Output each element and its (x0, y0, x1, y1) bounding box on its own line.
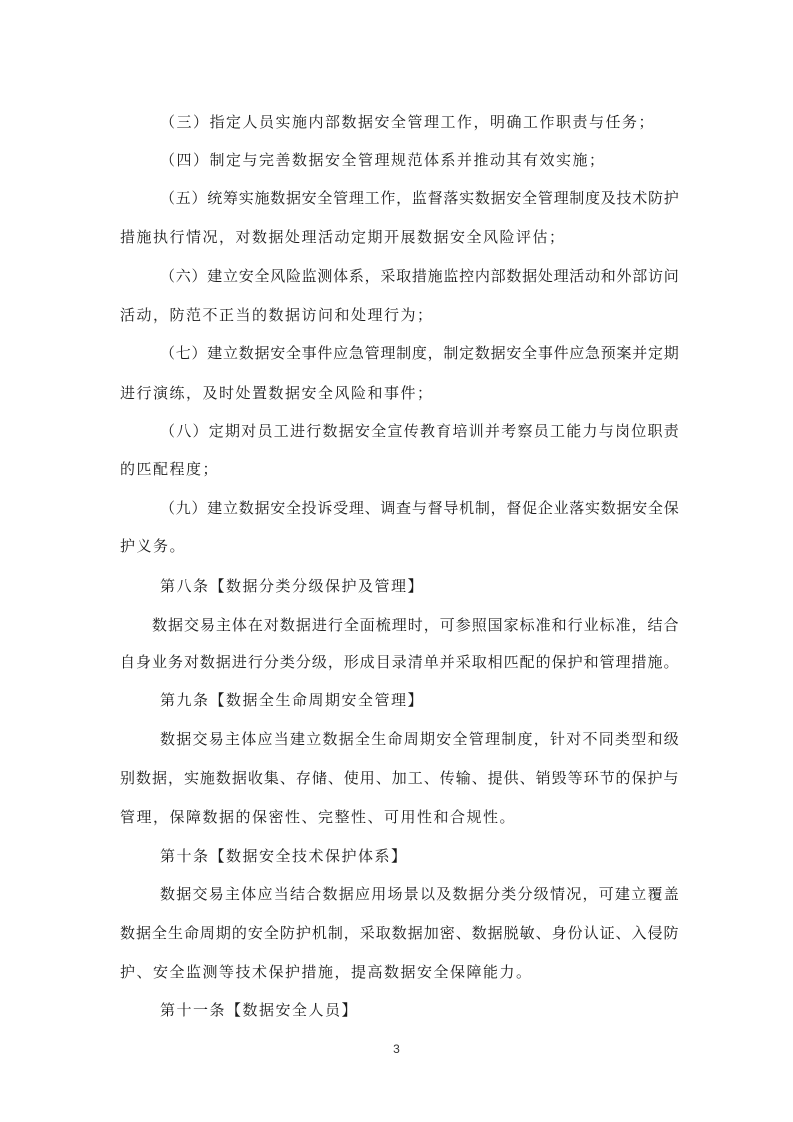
article-heading: 第九条【数据全生命周期安全管理】 (160, 691, 425, 709)
text-line: （五）统筹实施数据安全管理工作，监督落实数据安全管理制度及技术防护 (160, 189, 680, 207)
text-line: （九）建立数据安全投诉受理、调查与督导机制，督促企业落实数据安全保 (160, 499, 680, 517)
text-line: 护、安全监测等技术保护措施，提高数据安全保障能力。 (120, 963, 533, 981)
text-line: 数据全生命周期的安全防护机制，采取数据加密、数据脱敏、身份认证、入侵防 (120, 924, 680, 942)
text-line: （六）建立安全风险监测体系，采取措施监控内部数据处理活动和外部访问 (160, 267, 680, 285)
text-line: 数据交易主体在对数据进行全面梳理时，可参照国家标准和行业标准，结合 (152, 616, 680, 634)
text-line: （三）指定人员实施内部数据安全管理工作，明确工作职责与任务； (160, 113, 656, 131)
text-line: 措施执行情况，对数据处理活动定期开展数据安全风险评估； (120, 228, 566, 246)
text-line: （八）定期对员工进行数据安全宣传教育培训并考察员工能力与岗位职责 (160, 422, 681, 440)
text-line: （四）制定与完善数据安全管理规范体系并推动其有效实施； (160, 151, 606, 169)
article-heading: 第十一条【数据安全人员】 (160, 1001, 359, 1019)
text-line: 活动，防范不正当的数据访问和处理行为； (120, 306, 434, 324)
text-line: 数据交易主体应当结合数据应用场景以及数据分类分级情况，可建立覆盖 (160, 885, 681, 903)
text-line: 别数据，实施数据收集、存储、使用、加工、传输、提供、销毁等环节的保护与 (120, 769, 680, 787)
article-heading: 第十条【数据安全技术保护体系】 (160, 847, 408, 865)
text-line: 管理，保障数据的保密性、完整性、可用性和合规性。 (120, 808, 517, 826)
text-line: 数据交易主体应当建立数据全生命周期安全管理制度，针对不同类型和级 (160, 730, 681, 748)
page-number: 3 (393, 1042, 400, 1056)
article-heading: 第八条【数据分类分级保护及管理】 (160, 577, 425, 595)
text-line: 自身业务对数据进行分类分级，形成目录清单并采取相匹配的保护和管理措施。 (120, 653, 680, 671)
text-line: （七）建立数据安全事件应急管理制度，制定数据安全事件应急预案并定期 (160, 344, 680, 362)
text-line: 护义务。 (120, 537, 187, 555)
text-line: 的匹配程度； (120, 460, 220, 478)
text-line: 进行演练，及时处置数据安全风险和事件； (120, 384, 434, 402)
